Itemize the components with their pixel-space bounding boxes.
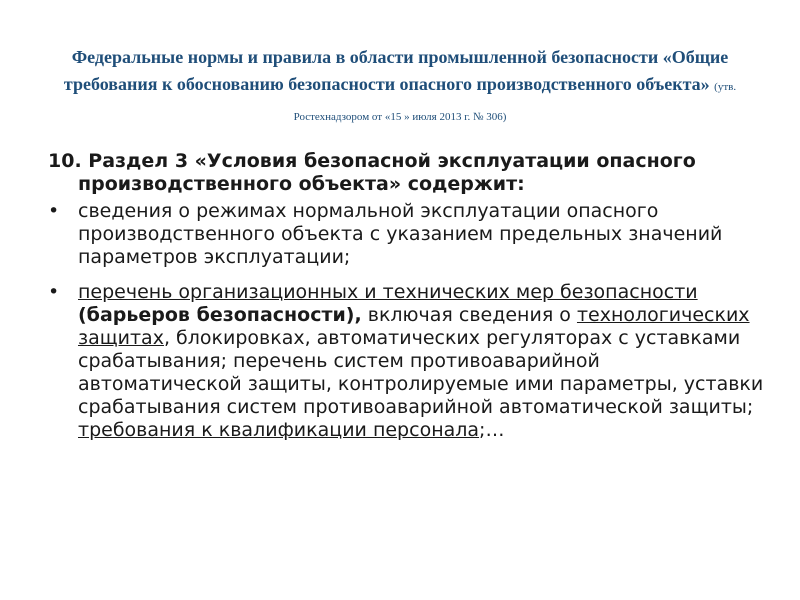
slide-title <box>40 44 760 131</box>
bullet-item-1 <box>48 200 768 269</box>
bullet-text-1: сведения о режимах нормальной эксплуатации опасного производственного объекта с указанием предельных значений параметров эксплуатации; <box>78 200 723 268</box>
bullet2-underlined-qualification: требования к квалификации персонала <box>78 419 480 441</box>
title-approval-note: (утв. Ростехнадзором от «15 » июля 2013 г. № 306) <box>293 81 737 123</box>
bullet2-underlined-tech-protection: технологических защитах <box>78 304 750 349</box>
bullet-icon: • <box>48 281 60 303</box>
bullet2-ending: ;… <box>479 419 505 441</box>
title-main: Федеральные нормы и правила в области промышленной безопасности «Общие требования к обоснованию безопасности опасного производственного объекта» <box>63 47 729 94</box>
bullet2-text-continued: , блокировках, автоматических регуляторах с уставками срабатывания; перечень систем противоаварийной автоматической защиты, контролируемые ими параметры, уставки срабатывания систем противоаварийной автоматической защиты; <box>78 327 764 418</box>
section-heading: 10. Раздел 3 «Условия безопасной эксплуатации опасного производственного объекта» содержит: <box>48 150 696 195</box>
bullet-item-2 <box>48 281 768 442</box>
bullet2-underlined-measures: перечень организационных и технических мер безопасности <box>78 281 698 303</box>
bullet-icon: • <box>48 200 60 222</box>
bullet2-bold-barriers: (барьеров безопасности), <box>78 304 362 326</box>
slide-body <box>48 150 768 454</box>
bullet2-text: включая сведения о <box>361 304 577 326</box>
